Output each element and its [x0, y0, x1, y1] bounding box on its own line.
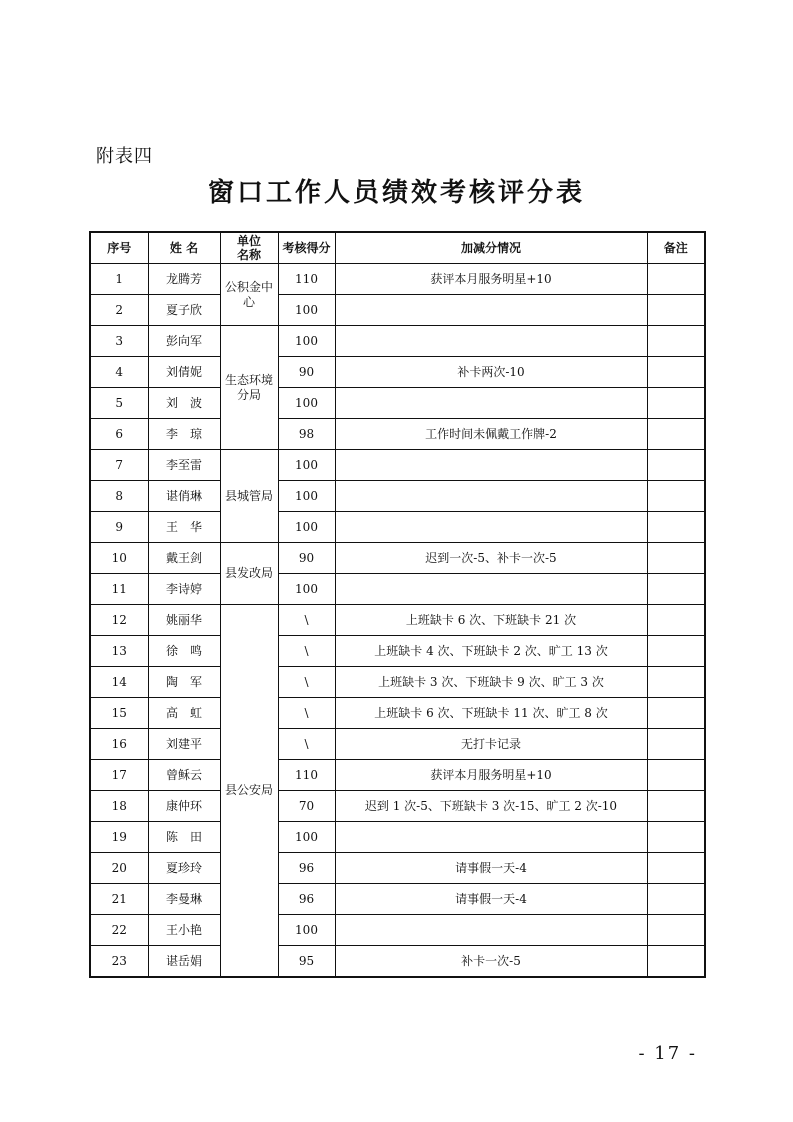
table-row	[90, 450, 705, 481]
row-score: 100	[278, 512, 335, 543]
row-name: 李 琼	[148, 419, 220, 450]
row-score: 90	[278, 543, 335, 574]
row-score: 100	[278, 450, 335, 481]
row-index: 22	[90, 915, 148, 946]
row-score: \	[278, 698, 335, 729]
row-index: 20	[90, 853, 148, 884]
row-index: 9	[90, 512, 148, 543]
row-index: 21	[90, 884, 148, 915]
row-unit: 县发改局	[220, 543, 278, 605]
row-remark	[647, 326, 705, 357]
row-score: 98	[278, 419, 335, 450]
row-score: 96	[278, 853, 335, 884]
row-name: 陶 军	[148, 667, 220, 698]
row-adjust	[335, 574, 647, 605]
table-row	[90, 605, 705, 636]
row-unit: 生态环境分局	[220, 326, 278, 450]
row-index: 3	[90, 326, 148, 357]
table-row	[90, 853, 705, 884]
row-index: 10	[90, 543, 148, 574]
row-adjust	[335, 481, 647, 512]
row-adjust: 补卡一次-5	[335, 946, 647, 978]
document-title: 窗口工作人员绩效考核评分表	[207, 178, 585, 208]
row-adjust: 上班缺卡 4 次、下班缺卡 2 次、旷工 13 次	[335, 636, 647, 667]
table-row	[90, 419, 705, 450]
row-index: 12	[90, 605, 148, 636]
table-row	[90, 698, 705, 729]
row-remark	[647, 667, 705, 698]
row-index: 5	[90, 388, 148, 419]
header-adjust: 加减分情况	[335, 232, 647, 264]
row-remark	[647, 946, 705, 978]
row-remark	[647, 729, 705, 760]
row-score: 110	[278, 760, 335, 791]
row-name: 刘倩妮	[148, 357, 220, 388]
row-remark	[647, 698, 705, 729]
row-name: 姚丽华	[148, 605, 220, 636]
row-remark	[647, 791, 705, 822]
row-index: 7	[90, 450, 148, 481]
row-adjust: 上班缺卡 6 次、下班缺卡 11 次、旷工 8 次	[335, 698, 647, 729]
row-adjust: 获评本月服务明星+10	[335, 264, 647, 295]
row-score: \	[278, 605, 335, 636]
row-remark	[647, 295, 705, 326]
score-table	[89, 231, 706, 978]
row-score: 96	[278, 884, 335, 915]
header-index: 序号	[90, 232, 148, 264]
row-score: 100	[278, 295, 335, 326]
table-row	[90, 326, 705, 357]
row-remark	[647, 481, 705, 512]
row-adjust: 工作时间未佩戴工作牌-2	[335, 419, 647, 450]
row-name: 曾稣云	[148, 760, 220, 791]
row-name: 谌俏琳	[148, 481, 220, 512]
table-row	[90, 791, 705, 822]
row-remark	[647, 605, 705, 636]
table-row	[90, 574, 705, 605]
row-remark	[647, 636, 705, 667]
header-score: 考核得分	[278, 232, 335, 264]
row-index: 13	[90, 636, 148, 667]
row-index: 4	[90, 357, 148, 388]
table-row	[90, 512, 705, 543]
row-adjust	[335, 388, 647, 419]
row-remark	[647, 543, 705, 574]
row-remark	[647, 450, 705, 481]
table-row	[90, 543, 705, 574]
row-name: 刘建平	[148, 729, 220, 760]
row-score: 100	[278, 326, 335, 357]
row-remark	[647, 512, 705, 543]
table-header-row	[90, 232, 705, 264]
row-index: 17	[90, 760, 148, 791]
table-row	[90, 295, 705, 326]
row-name: 李曼琳	[148, 884, 220, 915]
row-index: 14	[90, 667, 148, 698]
row-remark	[647, 884, 705, 915]
table-row	[90, 729, 705, 760]
row-score: 100	[278, 574, 335, 605]
row-adjust: 上班缺卡 6 次、下班缺卡 21 次	[335, 605, 647, 636]
row-name: 夏子欣	[148, 295, 220, 326]
header-remark: 备注	[647, 232, 705, 264]
row-name: 高 虹	[148, 698, 220, 729]
row-adjust: 请事假一天-4	[335, 853, 647, 884]
row-index: 1	[90, 264, 148, 295]
row-index: 2	[90, 295, 148, 326]
row-index: 15	[90, 698, 148, 729]
row-remark	[647, 574, 705, 605]
row-adjust: 获评本月服务明星+10	[335, 760, 647, 791]
row-adjust: 迟到一次-5、补卡一次-5	[335, 543, 647, 574]
row-name: 王小艳	[148, 915, 220, 946]
row-name: 王 华	[148, 512, 220, 543]
header-name: 姓 名	[148, 232, 220, 264]
row-remark	[647, 853, 705, 884]
row-adjust	[335, 822, 647, 853]
row-name: 李至雷	[148, 450, 220, 481]
row-remark	[647, 264, 705, 295]
row-unit: 县城管局	[220, 450, 278, 543]
row-name: 彭向军	[148, 326, 220, 357]
row-remark	[647, 915, 705, 946]
row-name: 谌岳娟	[148, 946, 220, 978]
row-adjust: 无打卡记录	[335, 729, 647, 760]
row-score: 110	[278, 264, 335, 295]
row-adjust	[335, 915, 647, 946]
table-row	[90, 636, 705, 667]
row-adjust	[335, 326, 647, 357]
row-name: 戴王剑	[148, 543, 220, 574]
row-index: 23	[90, 946, 148, 978]
row-index: 16	[90, 729, 148, 760]
row-adjust	[335, 450, 647, 481]
row-name: 李诗婷	[148, 574, 220, 605]
table-row	[90, 822, 705, 853]
table-row	[90, 481, 705, 512]
row-score: 100	[278, 481, 335, 512]
row-remark	[647, 822, 705, 853]
table-row	[90, 946, 705, 978]
row-name: 夏珍玲	[148, 853, 220, 884]
row-index: 19	[90, 822, 148, 853]
row-name: 徐 鸣	[148, 636, 220, 667]
row-name: 刘 波	[148, 388, 220, 419]
row-score: 100	[278, 822, 335, 853]
table-row	[90, 760, 705, 791]
row-index: 6	[90, 419, 148, 450]
row-index: 11	[90, 574, 148, 605]
row-adjust: 迟到 1 次-5、下班缺卡 3 次-15、旷工 2 次-10	[335, 791, 647, 822]
table-row	[90, 264, 705, 295]
row-adjust: 请事假一天-4	[335, 884, 647, 915]
row-name: 康仲环	[148, 791, 220, 822]
table-body	[90, 264, 705, 978]
row-remark	[647, 388, 705, 419]
table-row	[90, 667, 705, 698]
row-score: 95	[278, 946, 335, 978]
table-row	[90, 884, 705, 915]
row-score: \	[278, 729, 335, 760]
table-row	[90, 915, 705, 946]
row-adjust: 补卡两次-10	[335, 357, 647, 388]
row-remark	[647, 357, 705, 388]
row-name: 龙腾芳	[148, 264, 220, 295]
row-adjust: 上班缺卡 3 次、下班缺卡 9 次、旷工 3 次	[335, 667, 647, 698]
row-score: 70	[278, 791, 335, 822]
row-adjust	[335, 512, 647, 543]
row-score: 90	[278, 357, 335, 388]
annex-label: 附表四	[96, 146, 153, 167]
row-index: 8	[90, 481, 148, 512]
row-adjust	[335, 295, 647, 326]
row-score: 100	[278, 388, 335, 419]
row-unit: 公积金中心	[220, 264, 278, 326]
row-score: \	[278, 636, 335, 667]
row-name: 陈 田	[148, 822, 220, 853]
row-score: 100	[278, 915, 335, 946]
row-index: 18	[90, 791, 148, 822]
table-row	[90, 388, 705, 419]
page-number: - 17 -	[638, 1043, 697, 1064]
row-remark	[647, 419, 705, 450]
row-remark	[647, 760, 705, 791]
table-row	[90, 357, 705, 388]
row-unit: 县公安局	[220, 605, 278, 978]
header-unit: 单位名称	[220, 232, 278, 264]
row-score: \	[278, 667, 335, 698]
